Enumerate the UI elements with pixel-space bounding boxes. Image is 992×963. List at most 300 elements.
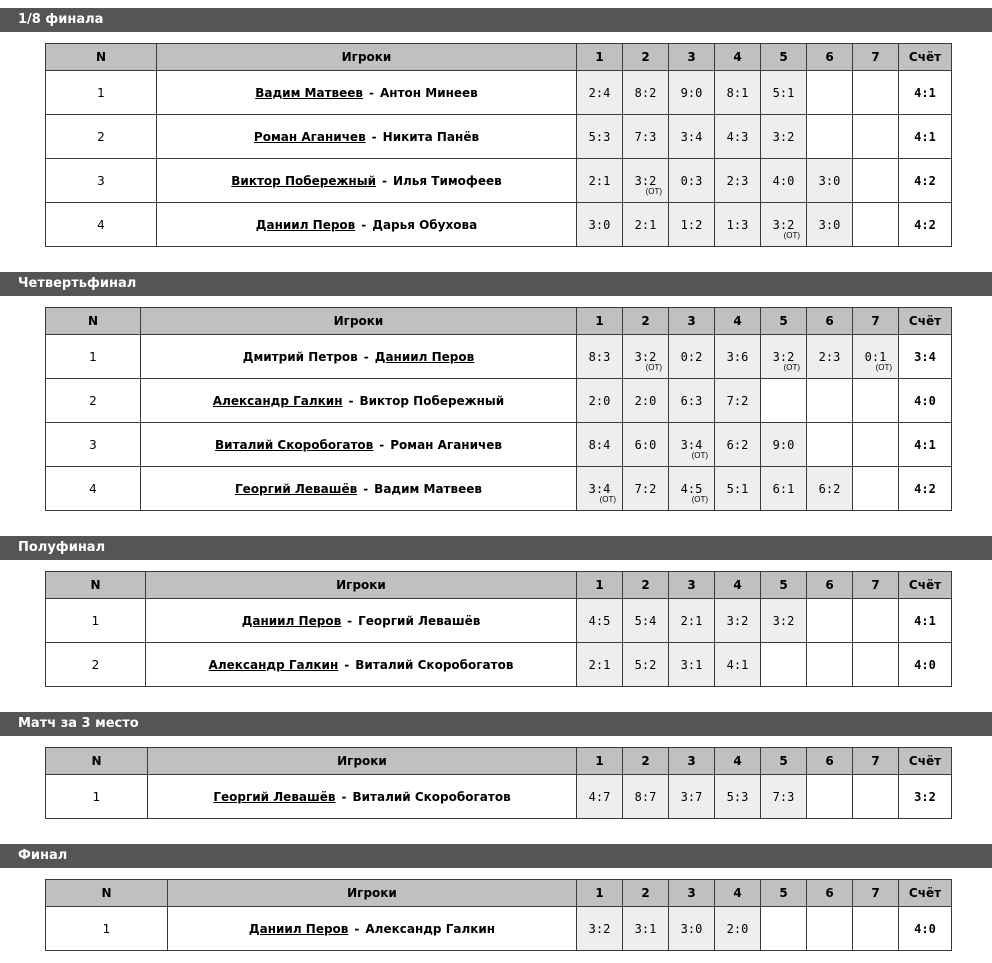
- set-score-empty: [807, 907, 853, 951]
- set-score-value: 8:4: [588, 437, 611, 452]
- players-separator: -: [363, 349, 369, 364]
- column-header-set-5: 5: [761, 308, 807, 335]
- set-score-value: 4:3: [726, 129, 749, 144]
- set-score-value: 6:2: [726, 437, 749, 452]
- match-number: 2: [46, 115, 157, 159]
- set-score-value: 3:2: [772, 349, 795, 364]
- set-score-empty: [807, 423, 853, 467]
- column-header-set-3: 3: [669, 880, 715, 907]
- section-title: Четвертьфинал: [18, 276, 137, 291]
- match-number: 2: [46, 643, 146, 687]
- column-header-set-3: 3: [669, 308, 715, 335]
- column-header-set-2: 2: [623, 572, 669, 599]
- set-score-value: 8:7: [634, 789, 657, 804]
- set-score: [623, 159, 669, 203]
- set-score-value: 2:3: [818, 349, 841, 364]
- set-score-empty: [853, 907, 899, 951]
- set-score-value: 3:4: [588, 481, 611, 496]
- set-score-empty: [853, 159, 899, 203]
- set-score: [761, 335, 807, 379]
- set-score-empty: [807, 71, 853, 115]
- set-score: [577, 599, 623, 643]
- player-one-name[interactable]: Роман Аганичев: [253, 129, 366, 144]
- column-header-number: N: [46, 880, 168, 907]
- set-score: [761, 423, 807, 467]
- table-header-row: [46, 308, 952, 335]
- set-score-value: 5:2: [634, 657, 657, 672]
- set-score: [715, 203, 761, 247]
- section-title: Полуфинал: [18, 540, 106, 555]
- match-number: 1: [46, 907, 168, 951]
- match-number: 1: [46, 775, 148, 819]
- player-one-name[interactable]: Даниил Перов: [241, 613, 342, 628]
- table-row: [46, 775, 952, 819]
- player-two-name[interactable]: Георгий Левашёв: [358, 613, 481, 628]
- set-score: [623, 71, 669, 115]
- column-header-set-2: 2: [623, 308, 669, 335]
- results-table: [45, 571, 952, 687]
- player-one-name[interactable]: Даниил Перов: [255, 217, 356, 232]
- player-two-name[interactable]: Виталий Скоробогатов: [352, 789, 511, 804]
- column-header-players: Игроки: [148, 748, 577, 775]
- set-score: [669, 335, 715, 379]
- column-header-number: N: [46, 308, 141, 335]
- match-players: [141, 335, 577, 379]
- column-header-set-1: 1: [577, 308, 623, 335]
- table-row: [46, 115, 952, 159]
- set-score-value: 3:7: [680, 789, 703, 804]
- overtime-marker: (ОТ): [691, 495, 708, 504]
- set-score-value: 3:6: [726, 349, 749, 364]
- set-score: [623, 423, 669, 467]
- set-score-value: 8:2: [634, 85, 657, 100]
- table-row: [46, 203, 952, 247]
- set-score-value: 2:1: [680, 613, 703, 628]
- match-players: [157, 115, 577, 159]
- match-number: 4: [46, 203, 157, 247]
- column-header-set-6: 6: [807, 44, 853, 71]
- column-header-set-7: 7: [853, 880, 899, 907]
- set-score: [715, 467, 761, 511]
- column-header-set-6: 6: [807, 308, 853, 335]
- players-separator: -: [354, 921, 360, 936]
- set-score-empty: [853, 71, 899, 115]
- match-number: 1: [46, 335, 141, 379]
- set-score: [807, 467, 853, 511]
- set-score: [761, 115, 807, 159]
- set-score: [669, 115, 715, 159]
- set-score-value: 5:3: [726, 789, 749, 804]
- column-header-players: Игроки: [168, 880, 577, 907]
- table-row: [46, 907, 952, 951]
- set-score-value: 4:0: [772, 173, 795, 188]
- set-score-value: 3:2: [634, 349, 657, 364]
- player-one-name[interactable]: Вадим Матвеев: [255, 85, 364, 100]
- set-score-empty: [807, 775, 853, 819]
- set-score-empty: [807, 379, 853, 423]
- table-row: [46, 599, 952, 643]
- overtime-marker: (ОТ): [645, 363, 662, 372]
- set-score: [623, 907, 669, 951]
- match-players: [146, 643, 577, 687]
- set-score-value: 3:2: [772, 129, 795, 144]
- player-two-name[interactable]: Роман Аганичев: [390, 437, 502, 452]
- set-score-value: 6:2: [818, 481, 841, 496]
- set-score-value: 6:0: [634, 437, 657, 452]
- column-header-set-3: 3: [669, 44, 715, 71]
- set-score: [761, 203, 807, 247]
- column-header-set-2: 2: [623, 880, 669, 907]
- set-score-value: 1:2: [680, 217, 703, 232]
- column-header-set-1: 1: [577, 748, 623, 775]
- set-score-value: 3:2: [726, 613, 749, 628]
- set-score-value: 2:1: [588, 657, 611, 672]
- set-score: [577, 775, 623, 819]
- table-header-row: [46, 44, 952, 71]
- player-two-name[interactable]: Илья Тимофеев: [392, 173, 502, 188]
- match-players: [146, 599, 577, 643]
- player-two-name[interactable]: Виктор Побережный: [359, 393, 505, 408]
- set-score: [669, 379, 715, 423]
- results-table: [45, 307, 952, 511]
- column-header-set-1: 1: [577, 44, 623, 71]
- set-score-value: 3:0: [818, 217, 841, 232]
- match-players: [141, 423, 577, 467]
- set-score: [853, 335, 899, 379]
- set-score-empty: [853, 203, 899, 247]
- set-score-value: 3:2: [772, 613, 795, 628]
- set-score: [715, 115, 761, 159]
- table-row: [46, 159, 952, 203]
- section-title-bar: [0, 844, 992, 868]
- set-score-value: 8:3: [588, 349, 611, 364]
- set-score-empty: [761, 643, 807, 687]
- column-header-players: Игроки: [157, 44, 577, 71]
- column-header-set-5: 5: [761, 572, 807, 599]
- match-score: 4:2: [899, 203, 952, 247]
- set-score-value: 5:1: [726, 481, 749, 496]
- match-number: 4: [46, 467, 141, 511]
- match-score: 4:1: [899, 71, 952, 115]
- set-score: [623, 335, 669, 379]
- column-header-set-4: 4: [715, 308, 761, 335]
- set-score: [715, 907, 761, 951]
- column-header-set-4: 4: [715, 44, 761, 71]
- section-title: Финал: [18, 848, 68, 863]
- set-score-value: 7:3: [772, 789, 795, 804]
- set-score-empty: [761, 907, 807, 951]
- set-score: [761, 159, 807, 203]
- column-header-set-7: 7: [853, 44, 899, 71]
- set-score: [623, 775, 669, 819]
- players-separator: -: [363, 481, 369, 496]
- players-separator: -: [361, 217, 367, 232]
- set-score-value: 2:3: [726, 173, 749, 188]
- column-header-set-6: 6: [807, 880, 853, 907]
- player-one-name[interactable]: Даниил Перов: [248, 921, 349, 936]
- column-header-set-4: 4: [715, 880, 761, 907]
- set-score-value: 4:5: [588, 613, 611, 628]
- players-separator: -: [379, 437, 385, 452]
- column-header-set-2: 2: [623, 44, 669, 71]
- set-score: [669, 775, 715, 819]
- set-score-value: 7:3: [634, 129, 657, 144]
- column-header-set-5: 5: [761, 880, 807, 907]
- match-number: 2: [46, 379, 141, 423]
- set-score-value: 3:2: [772, 217, 795, 232]
- player-one-name[interactable]: Александр Галкин: [208, 657, 339, 672]
- set-score-empty: [807, 599, 853, 643]
- column-header-players: Игроки: [146, 572, 577, 599]
- set-score-value: 9:0: [680, 85, 703, 100]
- results-table: [45, 747, 952, 819]
- set-score-value: 0:3: [680, 173, 703, 188]
- set-score-value: 4:1: [726, 657, 749, 672]
- set-score-value: 1:3: [726, 217, 749, 232]
- set-score-empty: [853, 423, 899, 467]
- overtime-marker: (ОТ): [875, 363, 892, 372]
- set-score-empty: [761, 379, 807, 423]
- player-two-name[interactable]: Никита Панёв: [382, 129, 480, 144]
- results-table: [45, 879, 952, 951]
- set-score-value: 2:4: [588, 85, 611, 100]
- set-score-value: 5:4: [634, 613, 657, 628]
- match-score: 4:0: [899, 907, 952, 951]
- set-score-value: 0:1: [864, 349, 887, 364]
- section-title: 1/8 финала: [18, 12, 104, 27]
- set-score: [577, 159, 623, 203]
- players-separator: -: [341, 789, 347, 804]
- set-score: [577, 643, 623, 687]
- match-number: 1: [46, 71, 157, 115]
- column-header-set-7: 7: [853, 748, 899, 775]
- table-row: [46, 335, 952, 379]
- set-score: [669, 467, 715, 511]
- set-score-value: 8:1: [726, 85, 749, 100]
- match-score: 4:1: [899, 115, 952, 159]
- player-two-name[interactable]: Александр Галкин: [365, 921, 496, 936]
- set-score-value: 3:0: [588, 217, 611, 232]
- set-score: [761, 599, 807, 643]
- results-table: [45, 43, 952, 247]
- column-header-set-7: 7: [853, 308, 899, 335]
- match-score: 4:1: [899, 423, 952, 467]
- set-score: [577, 71, 623, 115]
- set-score: [715, 643, 761, 687]
- set-score: [577, 907, 623, 951]
- set-score: [623, 115, 669, 159]
- column-header-set-5: 5: [761, 748, 807, 775]
- players-separator: -: [344, 657, 350, 672]
- set-score: [761, 71, 807, 115]
- player-two-name[interactable]: Вадим Матвеев: [374, 481, 482, 496]
- column-header-players: Игроки: [141, 308, 577, 335]
- set-score: [715, 599, 761, 643]
- set-score: [807, 203, 853, 247]
- match-players: [157, 71, 577, 115]
- set-score: [577, 335, 623, 379]
- section-title-bar: [0, 712, 992, 736]
- set-score: [669, 71, 715, 115]
- table-row: [46, 71, 952, 115]
- table-header-row: [46, 572, 952, 599]
- player-one-name[interactable]: Виктор Побережный: [231, 173, 376, 188]
- set-score: [715, 335, 761, 379]
- overtime-marker: (ОТ): [783, 363, 800, 372]
- column-header-number: N: [46, 44, 157, 71]
- set-score-value: 6:3: [680, 393, 703, 408]
- match-score: 4:0: [899, 379, 952, 423]
- set-score-empty: [853, 115, 899, 159]
- set-score: [761, 775, 807, 819]
- match-players: [148, 775, 577, 819]
- set-score-empty: [853, 467, 899, 511]
- set-score-value: 5:3: [588, 129, 611, 144]
- set-score-empty: [853, 379, 899, 423]
- column-header-score: Счёт: [899, 572, 952, 599]
- column-header-score: Счёт: [899, 748, 952, 775]
- set-score-value: 9:0: [772, 437, 795, 452]
- set-score: [669, 159, 715, 203]
- set-score: [669, 907, 715, 951]
- player-two-name[interactable]: Дарья Обухова: [372, 217, 478, 232]
- players-separator: -: [347, 613, 353, 628]
- players-separator: -: [371, 129, 377, 144]
- set-score: [577, 423, 623, 467]
- set-score: [623, 643, 669, 687]
- overtime-marker: (ОТ): [783, 231, 800, 240]
- player-one-name[interactable]: Дмитрий Петров: [242, 349, 358, 364]
- column-header-set-6: 6: [807, 748, 853, 775]
- set-score-value: 6:1: [772, 481, 795, 496]
- set-score: [715, 775, 761, 819]
- overtime-marker: (ОТ): [599, 495, 616, 504]
- player-one-name[interactable]: Виталий Скоробогатов: [215, 437, 374, 452]
- set-score: [807, 159, 853, 203]
- section-title-bar: [0, 536, 992, 560]
- match-players: [157, 203, 577, 247]
- column-header-set-3: 3: [669, 572, 715, 599]
- column-header-score: Счёт: [899, 880, 952, 907]
- section-title-bar: [0, 8, 992, 32]
- set-score-value: 3:2: [634, 173, 657, 188]
- set-score: [807, 335, 853, 379]
- set-score: [715, 159, 761, 203]
- set-score-value: 3:2: [588, 921, 611, 936]
- set-score-value: 3:4: [680, 129, 703, 144]
- set-score-value: 4:5: [680, 481, 703, 496]
- set-score: [669, 423, 715, 467]
- set-score-value: 2:0: [588, 393, 611, 408]
- player-two-name[interactable]: Виталий Скоробогатов: [355, 657, 514, 672]
- set-score-value: 2:1: [588, 173, 611, 188]
- players-separator: -: [381, 173, 387, 188]
- column-header-set-3: 3: [669, 748, 715, 775]
- player-one-name[interactable]: Александр Галкин: [212, 393, 343, 408]
- player-two-name[interactable]: Антон Минеев: [380, 85, 478, 100]
- set-score: [577, 203, 623, 247]
- set-score: [669, 643, 715, 687]
- set-score-value: 7:2: [634, 481, 657, 496]
- set-score-empty: [807, 115, 853, 159]
- set-score: [669, 599, 715, 643]
- players-separator: -: [348, 393, 354, 408]
- column-header-score: Счёт: [899, 308, 952, 335]
- match-number: 3: [46, 423, 141, 467]
- column-header-score: Счёт: [899, 44, 952, 71]
- table-row: [46, 379, 952, 423]
- match-score: 4:2: [899, 159, 952, 203]
- set-score: [715, 423, 761, 467]
- match-number: 3: [46, 159, 157, 203]
- set-score-value: 0:2: [680, 349, 703, 364]
- overtime-marker: (ОТ): [645, 187, 662, 196]
- column-header-set-1: 1: [577, 880, 623, 907]
- set-score: [715, 71, 761, 115]
- overtime-marker: (ОТ): [691, 451, 708, 460]
- match-score: 3:4: [899, 335, 952, 379]
- player-two-name[interactable]: Даниил Перов: [374, 349, 475, 364]
- set-score: [715, 379, 761, 423]
- set-score-value: 2:0: [726, 921, 749, 936]
- match-players: [168, 907, 577, 951]
- player-one-name[interactable]: Георгий Левашёв: [213, 789, 336, 804]
- set-score-empty: [853, 775, 899, 819]
- set-score: [623, 467, 669, 511]
- match-players: [157, 159, 577, 203]
- set-score-empty: [853, 643, 899, 687]
- set-score: [577, 379, 623, 423]
- set-score: [669, 203, 715, 247]
- set-score-value: 3:1: [634, 921, 657, 936]
- set-score: [623, 379, 669, 423]
- column-header-number: N: [46, 572, 146, 599]
- set-score-value: 3:4: [680, 437, 703, 452]
- column-header-set-7: 7: [853, 572, 899, 599]
- column-header-set-4: 4: [715, 748, 761, 775]
- table-row: [46, 643, 952, 687]
- set-score: [577, 115, 623, 159]
- table-header-row: [46, 748, 952, 775]
- match-number: 1: [46, 599, 146, 643]
- set-score-value: 3:0: [680, 921, 703, 936]
- table-row: [46, 467, 952, 511]
- set-score: [577, 467, 623, 511]
- set-score-empty: [853, 599, 899, 643]
- section-title-bar: [0, 272, 992, 296]
- players-separator: -: [369, 85, 374, 100]
- match-score: 3:2: [899, 775, 952, 819]
- set-score-value: 5:1: [772, 85, 795, 100]
- set-score-value: 7:2: [726, 393, 749, 408]
- match-score: 4:1: [899, 599, 952, 643]
- set-score-value: 2:0: [634, 393, 657, 408]
- set-score: [623, 599, 669, 643]
- column-header-number: N: [46, 748, 148, 775]
- set-score-value: 4:7: [588, 789, 611, 804]
- section-title: Матч за 3 место: [18, 716, 139, 731]
- column-header-set-6: 6: [807, 572, 853, 599]
- column-header-set-5: 5: [761, 44, 807, 71]
- set-score: [761, 467, 807, 511]
- set-score-empty: [807, 643, 853, 687]
- set-score-value: 3:1: [680, 657, 703, 672]
- match-players: [141, 379, 577, 423]
- match-players: [141, 467, 577, 511]
- column-header-set-2: 2: [623, 748, 669, 775]
- player-one-name[interactable]: Георгий Левашёв: [235, 481, 358, 496]
- column-header-set-1: 1: [577, 572, 623, 599]
